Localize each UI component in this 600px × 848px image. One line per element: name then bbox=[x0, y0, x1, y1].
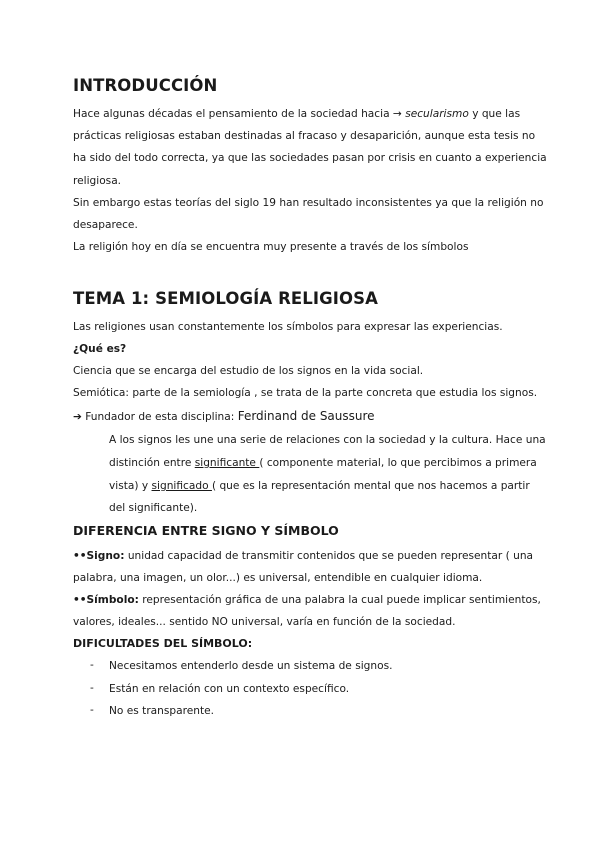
founder-line bbox=[73, 409, 375, 424]
term-significado: significado bbox=[151, 480, 212, 492]
text-run: Hace algunas décadas el pensamiento de la sociedad hacia → bbox=[73, 108, 406, 120]
indented-line: A los signos les une una serie de relaciones con la sociedad y la cultura. Hace una bbox=[109, 434, 546, 446]
signo-label: ••Signo: bbox=[73, 550, 125, 562]
intro-paragraph-line: Sin embargo estas teorías del siglo 19 han resultado inconsistentes ya que la religión no bbox=[73, 197, 544, 209]
tema1-heading: TEMA 1: SEMIOLOGÍA RELIGIOSA bbox=[73, 289, 378, 308]
list-item: Necesitamos entenderlo desde un sistema de signos. bbox=[109, 660, 393, 672]
intro-paragraph-line: La religión hoy en día se encuentra muy presente a través de los símbolos bbox=[73, 241, 469, 253]
text-run: vista) y bbox=[109, 480, 152, 492]
indented-line: del significante). bbox=[109, 502, 198, 514]
signo-line bbox=[73, 549, 533, 563]
list-bullet: - bbox=[90, 682, 94, 694]
diferencia-heading: DIFERENCIA ENTRE SIGNO Y SÍMBOLO bbox=[73, 523, 339, 538]
list-item: No es transparente. bbox=[109, 705, 215, 717]
intro-paragraph-line: ha sido del todo correcta, ya que las sociedades pasan por crisis en cuanto a experiencia bbox=[73, 152, 547, 164]
text-run: distinción entre bbox=[109, 457, 195, 469]
tema1-intro: Las religiones usan constantemente los símbolos para expresar las experiencias. bbox=[73, 321, 503, 333]
intro-paragraph-line: desaparece. bbox=[73, 219, 138, 231]
intro-paragraph-line bbox=[73, 107, 520, 121]
simbolo-line: valores, ideales... sentido NO universal, varía en función de la sociedad. bbox=[73, 616, 456, 628]
text-run: y que las bbox=[468, 108, 521, 120]
dificultades-heading: DIFICULTADES DEL SÍMBOLO: bbox=[73, 637, 253, 650]
indented-line bbox=[109, 456, 537, 470]
signo-line: palabra, una imagen, un olor...) es universal, entendible en cualquier idioma. bbox=[73, 572, 483, 584]
text-run: unidad capacidad de transmitir contenidos que se pueden representar ( una bbox=[124, 550, 534, 562]
arrow-bullet-text: ➔ Fundador de esta disciplina: bbox=[73, 411, 238, 423]
term-significante: significante bbox=[194, 457, 260, 469]
text-run: ( componente material, lo que percibimos a primera bbox=[259, 457, 537, 469]
indented-line bbox=[109, 479, 530, 493]
list-bullet: - bbox=[90, 704, 94, 716]
founder-name: Ferdinand de Saussure bbox=[237, 409, 375, 423]
question-label: ¿Qué es? bbox=[73, 343, 127, 355]
definition-line: Semiótica: parte de la semiología , se trata de la parte concreta que estudia los signos. bbox=[73, 387, 538, 399]
emphasis-secularismo: secularismo bbox=[405, 108, 469, 120]
intro-paragraph-line: prácticas religiosas estaban destinadas al fracaso y desaparición, aunque esta tesis no bbox=[73, 130, 536, 142]
text-run: ( que es la representación mental que nos hacemos a partir bbox=[211, 480, 530, 492]
simbolo-line bbox=[73, 593, 541, 607]
intro-heading: INTRODUCCIÓN bbox=[73, 76, 218, 95]
text-run: representación gráfica de una palabra la cual puede implicar sentimientos, bbox=[138, 594, 541, 606]
list-item: Están en relación con un contexto específico. bbox=[109, 683, 350, 695]
definition-line: Ciencia que se encarga del estudio de los signos en la vida social. bbox=[73, 365, 424, 377]
intro-paragraph-line: religiosa. bbox=[73, 175, 122, 187]
list-bullet: - bbox=[90, 659, 94, 671]
simbolo-label: ••Símbolo: bbox=[73, 594, 139, 606]
